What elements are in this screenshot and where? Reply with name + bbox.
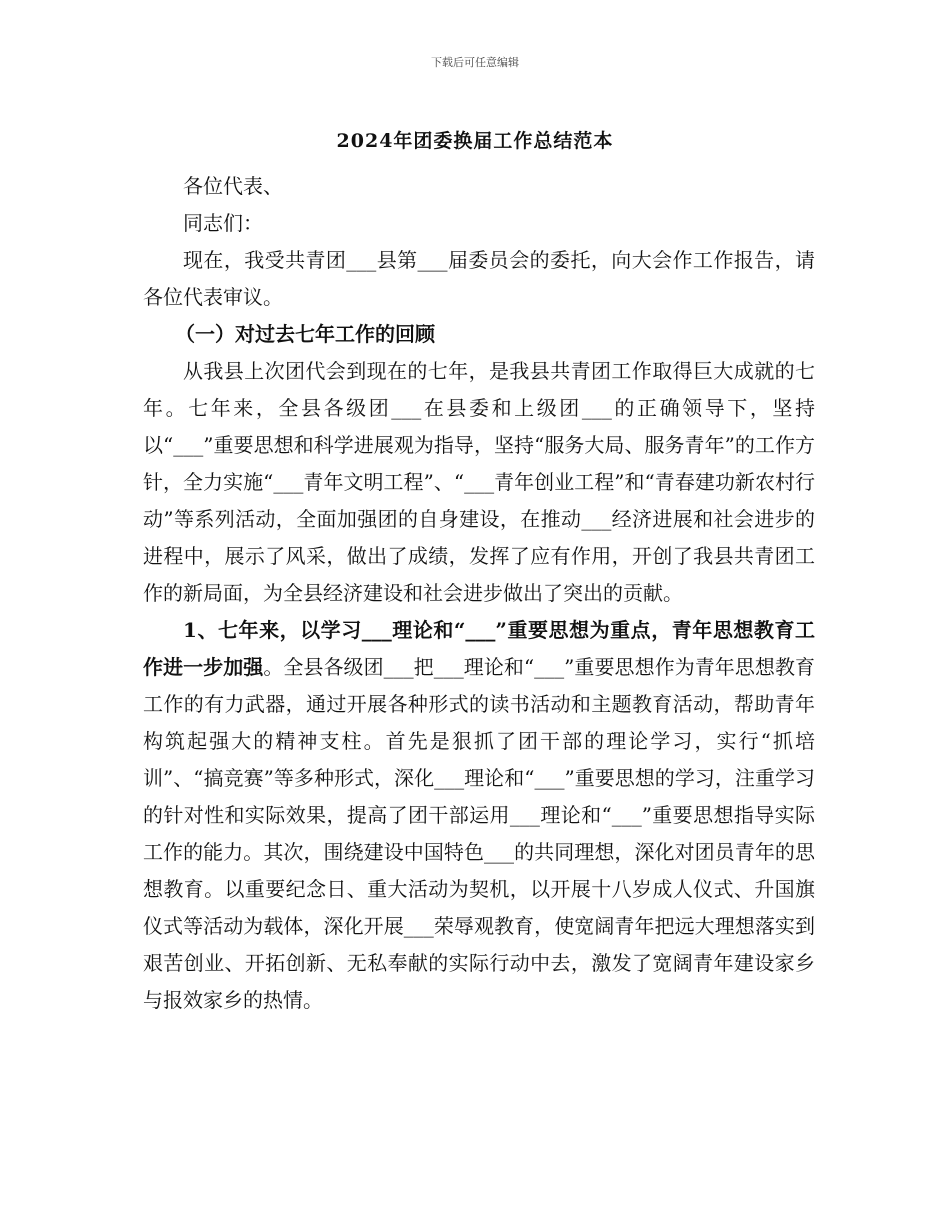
salutation-line-2: 同志们： <box>183 211 263 235</box>
salutation-line-1: 各位代表、 <box>183 174 283 198</box>
point-1-heading: 1、七年来，以学习___理论和“___”重要思想为重点，青年思想教育工作进一步加强 <box>143 618 815 679</box>
intro-paragraph: 现在，我受共青团___县第___届委员会的委托，向大会作工作报告，请各位代表审议。 <box>143 248 815 309</box>
section-heading: （一）对过去七年工作的回顾 <box>175 322 435 346</box>
document-body <box>143 168 815 1019</box>
page-header-note: 下载后可任意编辑 <box>431 56 519 69</box>
point-1-paragraph <box>143 612 815 1019</box>
point-1-body: 。全县各级团___把___理论和“___”重要思想作为青年思想教育工作的有力武器，通过开展各种形式的读书活动和主题教育活动，帮助青年构筑起强大的精神支柱。首先是狠抓了团干部的理论学习，实行“抓培训”、“搞竞赛”等多种形式，深化___理论和“___”重要思想的学习，注重学习的针对性和实际效果，提高了团干部运用___理论和“___”重要思想指导实际工作的能力。其次，围绕建设中国特色___的共同理想，深化对团员青年的思想教育。以重要纪念日、重大活动为契机，以开展十八岁成人仪式、升国旗仪式等活动为载体，深化开展___荣辱观教育，使宽阔青年把远大理想落实到艰苦创业、开拓创新、无私奉献的实际行动中去，激发了宽阔青年建设家乡与报效家乡的热情。 <box>143 655 815 1012</box>
review-paragraph: 从我县上次团代会到现在的七年，是我县共青团工作取得巨大成就的七年。七年来，全县各级团___在县委和上级团___的正确领导下，坚持以“___”重要思想和科学进展观为指导，坚持“服务大局、服务青年”的工作方针，全力实施“___青年文明工程”、“___青年创业工程”和“青春建功新农村行动”等系列活动，全面加强团的自身建设，在推动___经济进展和社会进步的进程中，展示了风采，做出了成绩，发挥了应有作用，开创了我县共青团工作的新局面，为全县经济建设和社会进步做出了突出的贡献。 <box>143 359 815 605</box>
document-title: 2024年团委换届工作总结范本 <box>336 130 614 152</box>
